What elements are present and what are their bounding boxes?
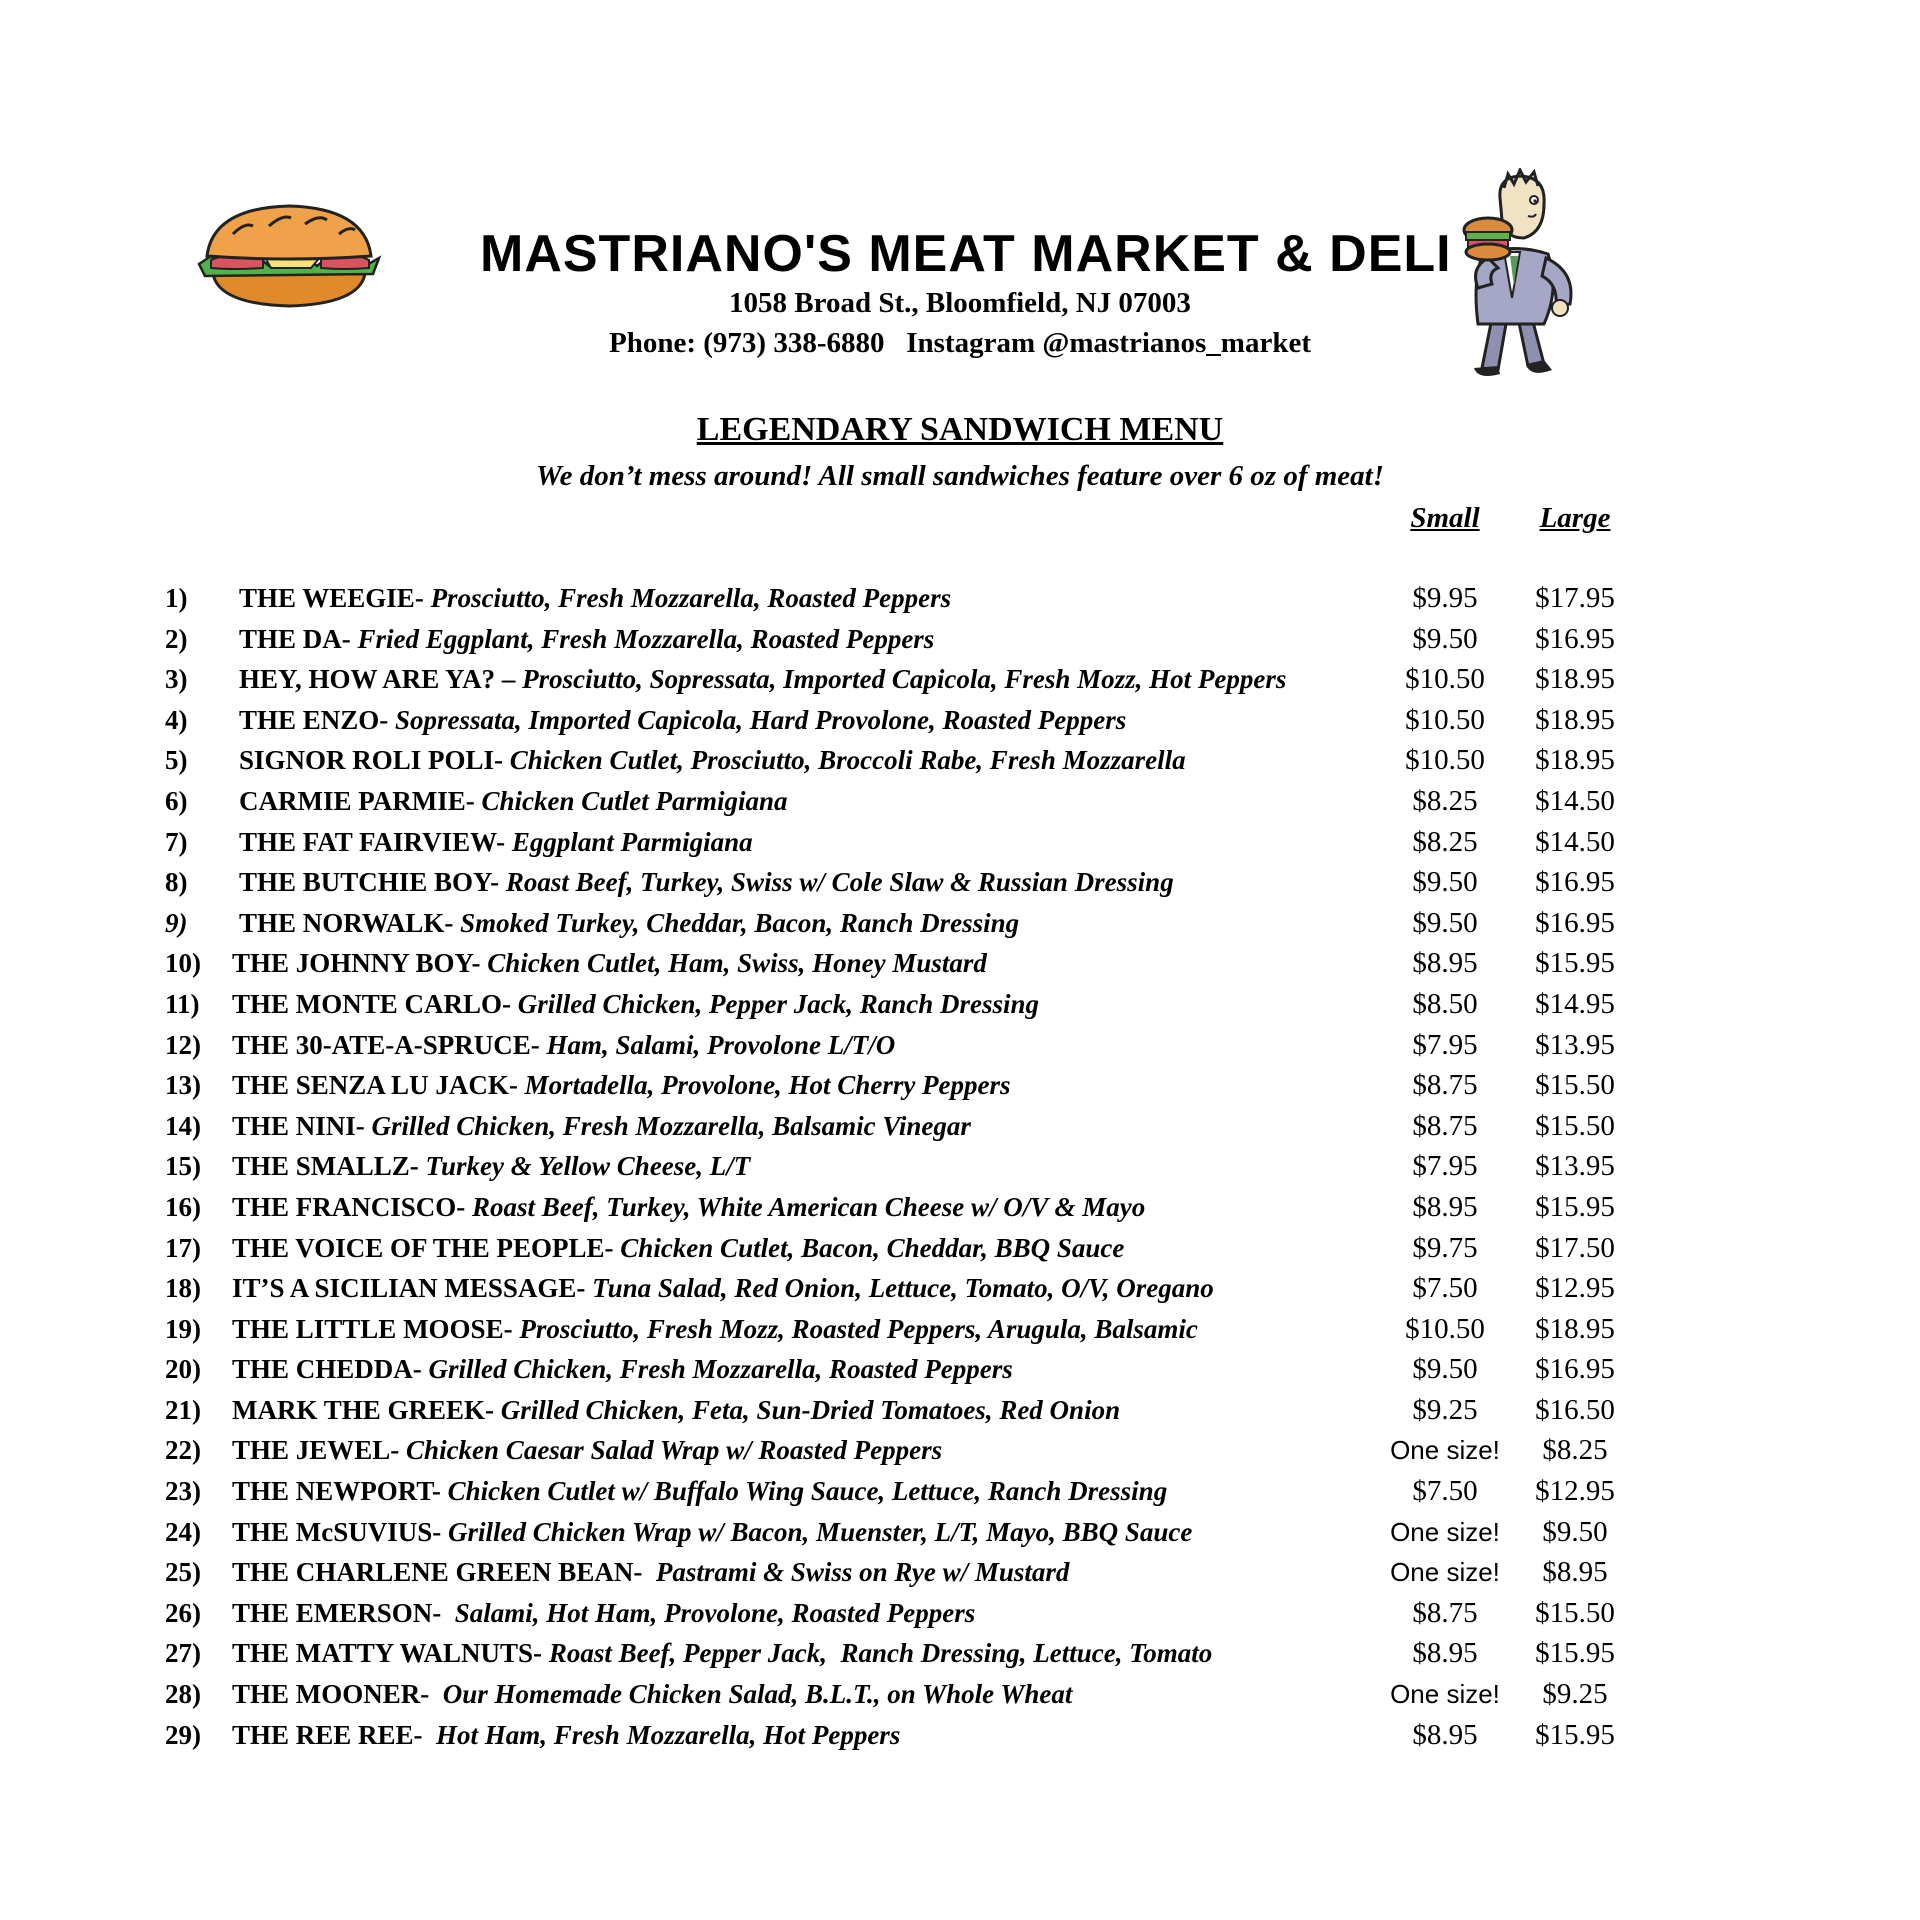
item-name: THE SENZA LU JACK-	[232, 1070, 518, 1101]
small-price: One size!	[1390, 1679, 1500, 1710]
item-number: 24)	[165, 1516, 201, 1547]
item-number: 21)	[165, 1394, 201, 1425]
large-price: $9.25	[1542, 1678, 1608, 1711]
item-description: Roast Beef, Turkey, Swiss w/ Cole Slaw & Russian Dressing	[499, 867, 1174, 898]
item-description: Prosciutto, Sopressata, Imported Capicola, Fresh Mozz, Hot Peppers	[515, 664, 1287, 695]
item-name: THE MATTY WALNUTS-	[232, 1638, 543, 1669]
small-price: $8.95	[1412, 1637, 1478, 1670]
item-name: CARMIE PARMIE-	[239, 785, 475, 816]
item-description: Chicken Caesar Salad Wrap w/ Roasted Peppers	[399, 1435, 943, 1466]
item-description: Ham, Salami, Provolone L/T/O	[539, 1029, 896, 1060]
item-description: Tuna Salad, Red Onion, Lettuce, Tomato, O/V, Oregano	[585, 1273, 1214, 1304]
item-number: 26)	[165, 1597, 201, 1628]
item-name: THE SMALLZ-	[232, 1151, 419, 1182]
large-price: $15.95	[1535, 1718, 1615, 1751]
item-name: THE NEWPORT-	[232, 1476, 441, 1507]
item-number: 1)	[165, 583, 188, 613]
large-price: $13.95	[1535, 1028, 1615, 1061]
item-number: 7)	[165, 826, 188, 857]
menu-item	[0, 1512, 1920, 1553]
small-size-header: Small	[1410, 502, 1480, 534]
menu-item	[0, 1309, 1920, 1350]
item-description: Our Homemade Chicken Salad, B.L.T., on Whole Wheat	[429, 1679, 1073, 1710]
large-price: $16.95	[1535, 906, 1615, 939]
small-price: One size!	[1390, 1435, 1500, 1466]
item-number: 23)	[165, 1476, 201, 1507]
large-price: $12.95	[1535, 1475, 1615, 1508]
item-number: 12)	[165, 1029, 201, 1060]
store-contact: Phone: (973) 338-6880 Instagram @mastrianos_market	[609, 327, 1311, 359]
menu-item	[0, 700, 1920, 741]
item-description: Eggplant Parmigiana	[505, 826, 753, 857]
large-price: $15.95	[1535, 1637, 1615, 1670]
large-price: $12.95	[1535, 1272, 1615, 1305]
item-number: 11)	[165, 988, 200, 1019]
small-price: $10.50	[1405, 744, 1485, 777]
item-number: 28)	[165, 1679, 201, 1710]
item-description: Chicken Cutlet, Prosciutto, Broccoli Rabe, Fresh Mozzarella	[503, 745, 1186, 776]
small-price: $7.50	[1412, 1475, 1478, 1508]
item-description: Salami, Hot Ham, Provolone, Roasted Peppers	[441, 1597, 976, 1628]
item-name: THE DA-	[239, 623, 351, 654]
item-number: 10)	[165, 948, 201, 979]
small-price: $9.50	[1412, 1353, 1478, 1386]
item-name: THE MOONER-	[232, 1679, 430, 1710]
large-price: $16.50	[1535, 1393, 1615, 1426]
menu-item	[0, 1228, 1920, 1269]
menu-item	[0, 1349, 1920, 1390]
item-name: THE WEEGIE-	[239, 583, 424, 613]
menu-title: LEGENDARY SANDWICH MENU	[696, 411, 1224, 448]
item-number: 17)	[165, 1232, 201, 1263]
menu-item	[0, 903, 1920, 944]
large-price: $16.95	[1535, 1353, 1615, 1386]
item-description: Prosciutto, Fresh Mozz, Roasted Peppers, Arugula, Balsamic	[512, 1313, 1198, 1344]
item-description: Mortadella, Provolone, Hot Cherry Peppers	[517, 1070, 1011, 1101]
item-number: 14)	[165, 1110, 201, 1141]
item-description: Hot Ham, Fresh Mozzarella, Hot Peppers	[422, 1719, 901, 1750]
item-description: Fried Eggplant, Fresh Mozzarella, Roasted Peppers	[350, 623, 935, 654]
menu-item	[0, 1187, 1920, 1228]
large-price: $14.50	[1535, 784, 1615, 817]
menu-item	[0, 659, 1920, 700]
item-number: 3)	[165, 664, 188, 695]
man-eating-sandwich-icon	[1448, 168, 1588, 384]
menu-item	[0, 1430, 1920, 1471]
item-number: 8)	[165, 867, 188, 898]
item-name: THE MONTE CARLO-	[232, 988, 512, 1019]
small-price: $9.50	[1412, 622, 1478, 655]
small-price: $7.50	[1412, 1272, 1478, 1305]
item-number: 15)	[165, 1151, 201, 1182]
menu-item	[0, 1390, 1920, 1431]
item-description: Pastrami & Swiss on Rye w/ Mustard	[642, 1557, 1070, 1588]
item-name: THE EMERSON-	[232, 1597, 442, 1628]
small-price: $8.75	[1412, 1069, 1478, 1102]
menu-item	[0, 1674, 1920, 1715]
item-number: 13)	[165, 1070, 201, 1101]
small-price: $8.95	[1412, 947, 1478, 980]
small-price: $9.50	[1412, 906, 1478, 939]
small-price: $7.95	[1412, 1150, 1478, 1183]
menu-item	[0, 822, 1920, 863]
small-price: $9.25	[1412, 1393, 1478, 1426]
large-price: $16.95	[1535, 622, 1615, 655]
menu-item	[0, 1593, 1920, 1634]
large-price: $14.50	[1535, 825, 1615, 858]
large-price: $17.95	[1535, 582, 1615, 614]
item-name: THE VOICE OF THE PEOPLE-	[232, 1232, 614, 1263]
large-price: $17.50	[1535, 1231, 1615, 1264]
item-description: Chicken Cutlet, Bacon, Cheddar, BBQ Sauce	[613, 1232, 1125, 1263]
item-name: MARK THE GREEK-	[232, 1394, 495, 1425]
item-description: Roast Beef, Pepper Jack, Ranch Dressing, Lettuce, Tomato	[542, 1638, 1213, 1669]
large-price: $9.50	[1542, 1515, 1608, 1548]
large-price: $8.95	[1542, 1556, 1608, 1589]
menu-item	[0, 1268, 1920, 1309]
small-price: $10.50	[1405, 703, 1485, 736]
menu-item	[0, 619, 1920, 660]
item-name: HEY, HOW ARE YA? –	[239, 664, 516, 695]
item-number: 5)	[165, 745, 188, 776]
item-number: 6)	[165, 785, 188, 816]
item-name: THE CHEDDA-	[232, 1354, 422, 1385]
large-price: $8.25	[1542, 1434, 1608, 1467]
large-price: $18.95	[1535, 744, 1615, 777]
small-price: $8.95	[1412, 1190, 1478, 1223]
item-number: 2)	[165, 623, 188, 654]
menu-tagline: We don’t mess around! All small sandwiches feature over 6 oz of meat!	[535, 460, 1385, 492]
menu-item	[0, 1633, 1920, 1674]
small-price: $8.25	[1412, 825, 1478, 858]
store-name: MASTRIANO'S MEAT MARKET & DELI	[480, 225, 1452, 283]
item-description: Sopressata, Imported Capicola, Hard Provolone, Roasted Peppers	[388, 704, 1127, 735]
item-number: 27)	[165, 1638, 201, 1669]
menu-item	[0, 1146, 1920, 1187]
item-description: Grilled Chicken Wrap w/ Bacon, Muenster, L/T, Mayo, BBQ Sauce	[441, 1516, 1193, 1547]
large-price: $15.50	[1535, 1596, 1615, 1629]
small-price: $9.50	[1412, 866, 1478, 899]
item-number: 4)	[165, 704, 188, 735]
menu-item	[0, 1552, 1920, 1593]
item-name: IT’S A SICILIAN MESSAGE-	[232, 1273, 586, 1304]
menu-item	[0, 1715, 1920, 1756]
small-price: $10.50	[1405, 663, 1485, 696]
item-number: 16)	[165, 1191, 201, 1222]
item-name: THE CHARLENE GREEN BEAN-	[232, 1557, 643, 1588]
menu-item	[0, 943, 1920, 984]
item-name: THE 30-ATE-A-SPRUCE-	[232, 1029, 540, 1060]
item-name: THE ENZO-	[239, 704, 389, 735]
large-price: $15.50	[1535, 1109, 1615, 1142]
item-name: THE FAT FAIRVIEW-	[239, 826, 506, 857]
item-description: Smoked Turkey, Cheddar, Bacon, Ranch Dressing	[453, 907, 1020, 938]
item-name: THE JEWEL-	[232, 1435, 400, 1466]
item-description: Grilled Chicken, Pepper Jack, Ranch Dressing	[511, 988, 1040, 1019]
item-description: Chicken Cutlet Parmigiana	[474, 785, 788, 816]
item-number: 29)	[165, 1719, 201, 1750]
sub-sandwich-icon	[193, 200, 385, 312]
item-description: Chicken Cutlet, Ham, Swiss, Honey Mustard	[480, 948, 987, 979]
menu-item	[0, 984, 1920, 1025]
item-description: Roast Beef, Turkey, White American Cheese w/ O/V & Mayo	[465, 1191, 1146, 1222]
item-name: THE LITTLE MOOSE-	[232, 1313, 513, 1344]
item-description: Grilled Chicken, Fresh Mozzarella, Roasted Peppers	[421, 1354, 1013, 1385]
item-name: THE NINI-	[232, 1110, 365, 1141]
item-name: THE NORWALK-	[239, 907, 454, 938]
item-description: Grilled Chicken, Fresh Mozzarella, Balsamic Vinegar	[364, 1110, 971, 1141]
large-price: $16.95	[1535, 866, 1615, 899]
store-address: 1058 Broad St., Bloomfield, NJ 07003	[729, 287, 1191, 319]
item-name: THE BUTCHIE BOY-	[239, 867, 500, 898]
large-price: $18.95	[1535, 1312, 1615, 1345]
small-price: $10.50	[1405, 1312, 1485, 1345]
item-description: Prosciutto, Fresh Mozzarella, Roasted Peppers	[423, 583, 952, 613]
menu-item	[0, 862, 1920, 903]
item-description: Grilled Chicken, Feta, Sun-Dried Tomatoes, Red Onion	[494, 1394, 1121, 1425]
large-price: $13.95	[1535, 1150, 1615, 1183]
item-name: THE JOHNNY BOY-	[232, 948, 481, 979]
item-description: Chicken Cutlet w/ Buffalo Wing Sauce, Lettuce, Ranch Dressing	[440, 1476, 1168, 1507]
menu-list	[0, 578, 1920, 1755]
item-number: 22)	[165, 1435, 201, 1466]
small-price: $8.50	[1412, 987, 1478, 1020]
menu-item	[0, 578, 1920, 619]
small-price: $9.75	[1412, 1231, 1478, 1264]
item-name: THE REE REE-	[232, 1719, 423, 1750]
small-price: $8.75	[1412, 1109, 1478, 1142]
menu-item	[0, 1471, 1920, 1512]
item-name: THE McSUVIUS-	[232, 1516, 442, 1547]
small-price: $8.25	[1412, 784, 1478, 817]
item-number: 18)	[165, 1273, 201, 1304]
large-price: $15.95	[1535, 1190, 1615, 1223]
large-price: $15.50	[1535, 1069, 1615, 1102]
item-description: Turkey & Yellow Cheese, L/T	[418, 1151, 751, 1182]
small-price: One size!	[1390, 1557, 1500, 1588]
item-name: THE FRANCISCO-	[232, 1191, 466, 1222]
item-number: 19)	[165, 1313, 201, 1344]
item-number: 20)	[165, 1354, 201, 1385]
large-price: $14.95	[1535, 987, 1615, 1020]
menu-item	[0, 1106, 1920, 1147]
large-price: $18.95	[1535, 663, 1615, 696]
small-price: $8.95	[1412, 1718, 1478, 1751]
small-price: $9.95	[1412, 582, 1478, 614]
menu-item	[0, 740, 1920, 781]
menu-item	[0, 781, 1920, 822]
item-name: SIGNOR ROLI POLI-	[239, 745, 504, 776]
menu-item	[0, 1025, 1920, 1066]
large-size-header: Large	[1539, 502, 1611, 534]
item-number: 9)	[165, 907, 188, 938]
large-price: $15.95	[1535, 947, 1615, 980]
large-price: $18.95	[1535, 703, 1615, 736]
small-price: One size!	[1390, 1516, 1500, 1547]
small-price: $7.95	[1412, 1028, 1478, 1061]
item-number: 25)	[165, 1557, 201, 1588]
menu-item	[0, 1065, 1920, 1106]
small-price: $8.75	[1412, 1596, 1478, 1629]
